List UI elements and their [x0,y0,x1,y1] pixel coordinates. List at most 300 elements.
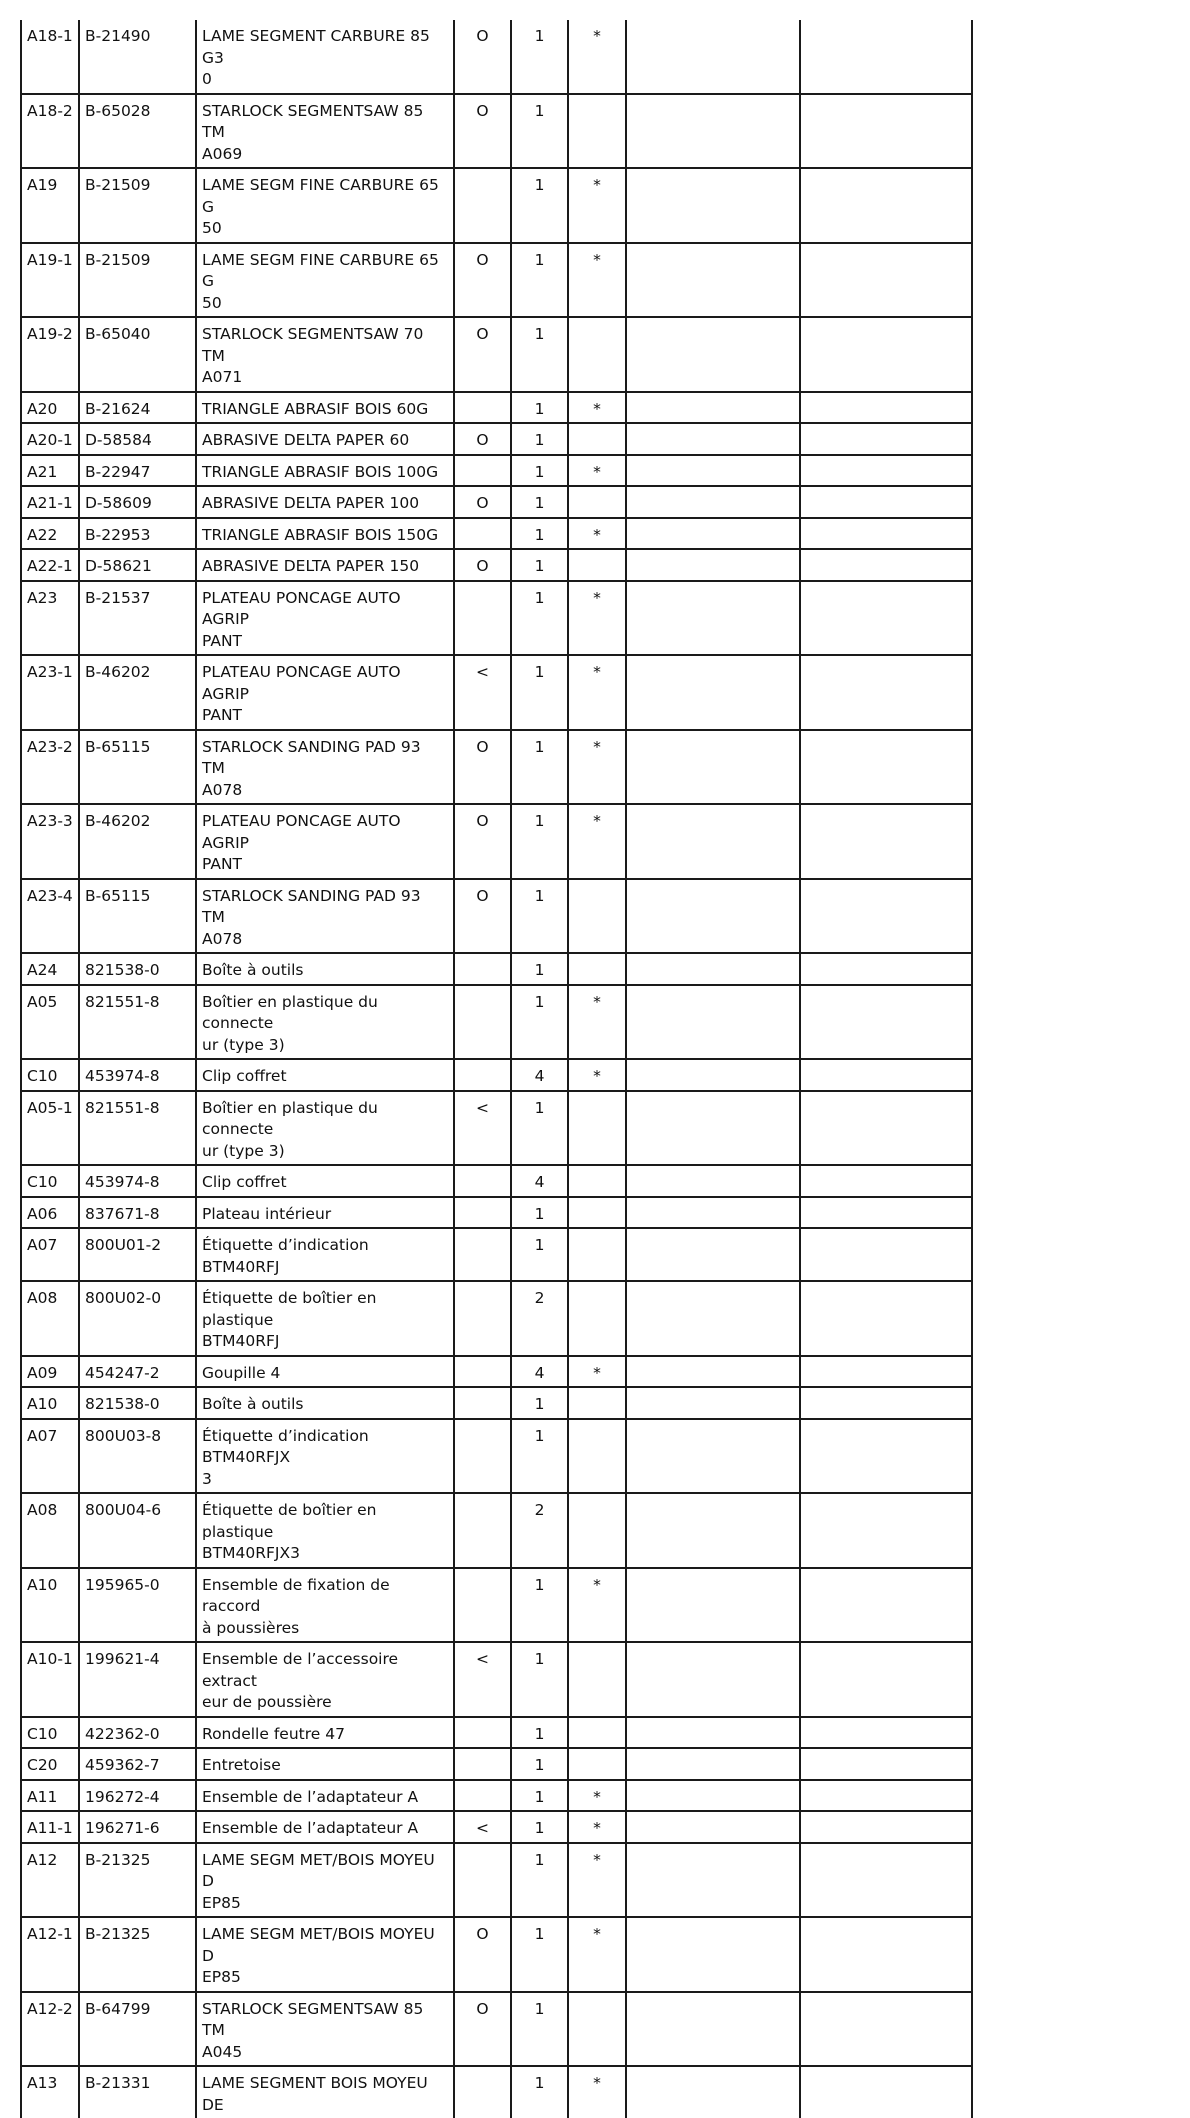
note-cell [568,486,626,518]
table-row [21,1419,972,1494]
blank-cell [800,549,972,581]
blank-cell [800,1917,972,1992]
quantity-cell: 1 [511,549,568,581]
blank-cell [626,549,800,581]
note-cell: * [568,518,626,550]
blank-cell [626,243,800,318]
description-cell: Clip coffret [196,1059,454,1091]
code-cell [454,1387,511,1419]
blank-cell [626,1356,800,1388]
code-cell [454,518,511,550]
code-cell [454,1356,511,1388]
blank-cell [626,1419,800,1494]
description-cell: Plateau intérieur [196,1197,454,1229]
part-number-cell: B-21509 [79,168,196,243]
description-cell: Entretoise [196,1748,454,1780]
code-cell [454,2066,511,2118]
quantity-cell: 1 [511,985,568,1060]
blank-cell [800,1387,972,1419]
table-row [21,1091,972,1166]
blank-cell [626,985,800,1060]
table-row [21,1568,972,1643]
part-number-cell: B-64799 [79,1992,196,2067]
item-ref-cell: C10 [21,1717,79,1749]
part-number-cell: B-46202 [79,655,196,730]
item-ref-cell: A23-3 [21,804,79,879]
blank-cell [800,486,972,518]
code-cell [454,581,511,656]
part-number-cell: 454247-2 [79,1356,196,1388]
table-row [21,168,972,243]
item-ref-cell: A19 [21,168,79,243]
blank-cell [800,1228,972,1281]
blank-cell [626,1780,800,1812]
blank-cell [626,455,800,487]
item-ref-cell: A05 [21,985,79,1060]
part-number-cell: 821538-0 [79,1387,196,1419]
note-cell [568,1197,626,1229]
description-cell: Étiquette d’indication BTM40RFJ [196,1228,454,1281]
description-cell: STARLOCK SANDING PAD 93 TM A078 [196,879,454,954]
parts-table [20,20,973,2118]
code-cell: < [454,655,511,730]
blank-cell [626,518,800,550]
item-ref-cell: A07 [21,1228,79,1281]
note-cell [568,94,626,169]
quantity-cell: 1 [511,2066,568,2118]
blank-cell [626,1165,800,1197]
quantity-cell: 1 [511,1917,568,1992]
quantity-cell: 1 [511,317,568,392]
code-cell [454,1197,511,1229]
description-cell: Étiquette d’indication BTM40RFJX 3 [196,1419,454,1494]
blank-cell [800,581,972,656]
note-cell [568,1419,626,1494]
quantity-cell: 1 [511,1642,568,1717]
table-row [21,317,972,392]
note-cell [568,1748,626,1780]
blank-cell [626,1493,800,1568]
quantity-cell: 1 [511,581,568,656]
part-number-cell: 459362-7 [79,1748,196,1780]
quantity-cell: 1 [511,423,568,455]
table-row [21,1992,972,2067]
blank-cell [800,1642,972,1717]
blank-cell [626,730,800,805]
part-number-cell: B-21490 [79,20,196,94]
note-cell [568,1642,626,1717]
table-row [21,1059,972,1091]
quantity-cell: 1 [511,455,568,487]
table-row [21,1717,972,1749]
description-cell: LAME SEGMENT CARBURE 85 G3 0 [196,20,454,94]
item-ref-cell: A19-2 [21,317,79,392]
blank-cell [626,1228,800,1281]
description-cell: LAME SEGM MET/BOIS MOYEU D EP85 [196,1843,454,1918]
blank-cell [800,1992,972,2067]
blank-cell [626,1748,800,1780]
code-cell: O [454,423,511,455]
description-cell: Clip coffret [196,1165,454,1197]
note-cell [568,423,626,455]
table-row [21,655,972,730]
item-ref-cell: A13 [21,2066,79,2118]
part-number-cell: B-21325 [79,1917,196,1992]
item-ref-cell: A12 [21,1843,79,1918]
blank-cell [800,2066,972,2118]
part-number-cell: 800U04-6 [79,1493,196,1568]
code-cell: O [454,486,511,518]
part-number-cell: D-58621 [79,549,196,581]
note-cell: * [568,455,626,487]
item-ref-cell: A20 [21,392,79,424]
code-cell: O [454,549,511,581]
note-cell [568,1992,626,2067]
item-ref-cell: A08 [21,1493,79,1568]
note-cell [568,1165,626,1197]
part-number-cell: 821551-8 [79,1091,196,1166]
blank-cell [800,953,972,985]
code-cell [454,1843,511,1918]
quantity-cell: 2 [511,1281,568,1356]
item-ref-cell: A18-1 [21,20,79,94]
blank-cell [626,1568,800,1643]
description-cell: Boîtier en plastique du connecte ur (type 3) [196,985,454,1060]
table-row [21,730,972,805]
blank-cell [800,1748,972,1780]
code-cell [454,1748,511,1780]
table-row [21,1356,972,1388]
description-cell: Ensemble de l’adaptateur A [196,1811,454,1843]
blank-cell [626,20,800,94]
note-cell: * [568,168,626,243]
quantity-cell: 1 [511,1387,568,1419]
note-cell: * [568,1811,626,1843]
quantity-cell: 1 [511,1780,568,1812]
description-cell: TRIANGLE ABRASIF BOIS 150G [196,518,454,550]
blank-cell [626,1992,800,2067]
item-ref-cell: A22 [21,518,79,550]
quantity-cell: 4 [511,1165,568,1197]
description-cell: ABRASIVE DELTA PAPER 150 [196,549,454,581]
blank-cell [800,1493,972,1568]
part-number-cell: 821538-0 [79,953,196,985]
blank-cell [800,655,972,730]
code-cell [454,168,511,243]
part-number-cell: D-58584 [79,423,196,455]
description-cell: PLATEAU PONCAGE AUTO AGRIP PANT [196,581,454,656]
blank-cell [626,486,800,518]
table-row [21,1748,972,1780]
description-cell: TRIANGLE ABRASIF BOIS 100G [196,455,454,487]
description-cell: STARLOCK SEGMENTSAW 85 TM A045 [196,1992,454,2067]
code-cell [454,985,511,1060]
note-cell: * [568,392,626,424]
item-ref-cell: A11-1 [21,1811,79,1843]
part-number-cell: 800U03-8 [79,1419,196,1494]
code-cell [454,1419,511,1494]
code-cell: < [454,1811,511,1843]
note-cell: * [568,985,626,1060]
code-cell [454,1165,511,1197]
blank-cell [626,804,800,879]
quantity-cell: 1 [511,486,568,518]
item-ref-cell: C10 [21,1059,79,1091]
part-number-cell: D-58609 [79,486,196,518]
note-cell [568,1387,626,1419]
quantity-cell: 4 [511,1356,568,1388]
description-cell: ABRASIVE DELTA PAPER 100 [196,486,454,518]
table-row [21,1493,972,1568]
note-cell [568,1091,626,1166]
table-row [21,94,972,169]
item-ref-cell: A23-4 [21,879,79,954]
item-ref-cell: A08 [21,1281,79,1356]
quantity-cell: 1 [511,518,568,550]
table-row [21,518,972,550]
code-cell [454,1568,511,1643]
item-ref-cell: A22-1 [21,549,79,581]
blank-cell [800,1165,972,1197]
code-cell: O [454,94,511,169]
table-row [21,1917,972,1992]
item-ref-cell: C20 [21,1748,79,1780]
description-cell: PLATEAU PONCAGE AUTO AGRIP PANT [196,804,454,879]
blank-cell [626,1917,800,1992]
parts-list-page [20,20,973,2118]
table-row [21,423,972,455]
code-cell: < [454,1642,511,1717]
blank-cell [800,1356,972,1388]
note-cell: * [568,243,626,318]
code-cell: O [454,804,511,879]
quantity-cell: 1 [511,94,568,169]
blank-cell [626,879,800,954]
quantity-cell: 1 [511,1197,568,1229]
item-ref-cell: C10 [21,1165,79,1197]
blank-cell [800,518,972,550]
blank-cell [626,423,800,455]
quantity-cell: 1 [511,804,568,879]
part-number-cell: B-65115 [79,730,196,805]
part-number-cell: 422362-0 [79,1717,196,1749]
code-cell: O [454,243,511,318]
blank-cell [626,168,800,243]
code-cell: O [454,879,511,954]
blank-cell [800,168,972,243]
description-cell: Ensemble de l’accessoire extract eur de poussière [196,1642,454,1717]
blank-cell [626,317,800,392]
description-cell: Goupille 4 [196,1356,454,1388]
note-cell [568,953,626,985]
code-cell [454,455,511,487]
table-row [21,455,972,487]
note-cell: * [568,581,626,656]
blank-cell [800,985,972,1060]
note-cell: * [568,804,626,879]
blank-cell [626,1387,800,1419]
item-ref-cell: A05-1 [21,1091,79,1166]
note-cell [568,1228,626,1281]
blank-cell [800,1843,972,1918]
blank-cell [626,94,800,169]
code-cell [454,1228,511,1281]
blank-cell [800,392,972,424]
description-cell: STARLOCK SANDING PAD 93 TM A078 [196,730,454,805]
blank-cell [626,1197,800,1229]
code-cell [454,392,511,424]
item-ref-cell: A18-2 [21,94,79,169]
quantity-cell: 1 [511,392,568,424]
code-cell: O [454,1992,511,2067]
quantity-cell: 1 [511,879,568,954]
note-cell: * [568,1059,626,1091]
note-cell: * [568,1843,626,1918]
description-cell: Boîte à outils [196,953,454,985]
item-ref-cell: A23 [21,581,79,656]
part-number-cell: 837671-8 [79,1197,196,1229]
quantity-cell: 1 [511,1419,568,1494]
table-row [21,1197,972,1229]
table-row [21,1642,972,1717]
note-cell [568,1281,626,1356]
table-row [21,1228,972,1281]
part-number-cell: 453974-8 [79,1165,196,1197]
blank-cell [626,2066,800,2118]
blank-cell [800,1568,972,1643]
note-cell: * [568,1780,626,1812]
quantity-cell: 1 [511,1568,568,1643]
description-cell: STARLOCK SEGMENTSAW 70 TM A071 [196,317,454,392]
item-ref-cell: A10 [21,1387,79,1419]
part-number-cell: 800U02-0 [79,1281,196,1356]
blank-cell [626,1642,800,1717]
table-row [21,879,972,954]
table-row [21,549,972,581]
quantity-cell: 1 [511,1228,568,1281]
note-cell [568,1717,626,1749]
quantity-cell: 1 [511,1843,568,1918]
blank-cell [800,1419,972,1494]
code-cell: O [454,317,511,392]
code-cell [454,1780,511,1812]
part-number-cell: 800U01-2 [79,1228,196,1281]
part-number-cell: B-65115 [79,879,196,954]
code-cell: O [454,730,511,805]
blank-cell [626,953,800,985]
blank-cell [800,455,972,487]
quantity-cell: 1 [511,1717,568,1749]
description-cell: Rondelle feutre 47 [196,1717,454,1749]
note-cell: * [568,2066,626,2118]
description-cell: LAME SEGM FINE CARBURE 65 G 50 [196,243,454,318]
part-number-cell: 195965-0 [79,1568,196,1643]
item-ref-cell: A20-1 [21,423,79,455]
item-ref-cell: A10-1 [21,1642,79,1717]
part-number-cell: 196272-4 [79,1780,196,1812]
note-cell: * [568,655,626,730]
blank-cell [800,94,972,169]
blank-cell [626,581,800,656]
item-ref-cell: A10 [21,1568,79,1643]
item-ref-cell: A21 [21,455,79,487]
blank-cell [800,1091,972,1166]
blank-cell [800,804,972,879]
description-cell: Ensemble de fixation de raccord à poussières [196,1568,454,1643]
table-row [21,2066,972,2118]
blank-cell [626,1843,800,1918]
code-cell: O [454,1917,511,1992]
blank-cell [800,1197,972,1229]
table-row [21,953,972,985]
quantity-cell: 1 [511,1748,568,1780]
quantity-cell: 1 [511,655,568,730]
table-row [21,1165,972,1197]
item-ref-cell: A19-1 [21,243,79,318]
table-row [21,985,972,1060]
blank-cell [800,243,972,318]
table-row [21,392,972,424]
part-number-cell: 453974-8 [79,1059,196,1091]
note-cell: * [568,1568,626,1643]
part-number-cell: B-21331 [79,2066,196,2118]
blank-cell [800,20,972,94]
blank-cell [626,1281,800,1356]
part-number-cell: B-21509 [79,243,196,318]
table-row [21,243,972,318]
blank-cell [626,1091,800,1166]
note-cell [568,317,626,392]
description-cell: LAME SEGM FINE CARBURE 65 G 50 [196,168,454,243]
quantity-cell: 1 [511,1811,568,1843]
table-row [21,1811,972,1843]
part-number-cell: 196271-6 [79,1811,196,1843]
item-ref-cell: A23-2 [21,730,79,805]
description-cell: Ensemble de l’adaptateur A [196,1780,454,1812]
blank-cell [800,1811,972,1843]
item-ref-cell: A12-1 [21,1917,79,1992]
quantity-cell: 1 [511,168,568,243]
table-row [21,1281,972,1356]
part-number-cell: B-65040 [79,317,196,392]
parts-table-body [21,20,972,2118]
code-cell: O [454,20,511,94]
quantity-cell: 1 [511,1992,568,2067]
item-ref-cell: A07 [21,1419,79,1494]
part-number-cell: B-22953 [79,518,196,550]
quantity-cell: 1 [511,243,568,318]
table-row [21,1387,972,1419]
table-row [21,804,972,879]
description-cell: LAME SEGM MET/BOIS MOYEU D EP85 [196,1917,454,1992]
description-cell: TRIANGLE ABRASIF BOIS 60G [196,392,454,424]
item-ref-cell: A23-1 [21,655,79,730]
blank-cell [800,1059,972,1091]
note-cell [568,1493,626,1568]
code-cell [454,953,511,985]
code-cell [454,1059,511,1091]
description-cell: ABRASIVE DELTA PAPER 60 [196,423,454,455]
description-cell: Étiquette de boîtier en plastique BTM40RFJX3 [196,1493,454,1568]
blank-cell [626,1059,800,1091]
code-cell: < [454,1091,511,1166]
blank-cell [800,1717,972,1749]
description-cell: Boîte à outils [196,1387,454,1419]
code-cell [454,1493,511,1568]
table-row [21,581,972,656]
part-number-cell: B-65028 [79,94,196,169]
code-cell [454,1717,511,1749]
